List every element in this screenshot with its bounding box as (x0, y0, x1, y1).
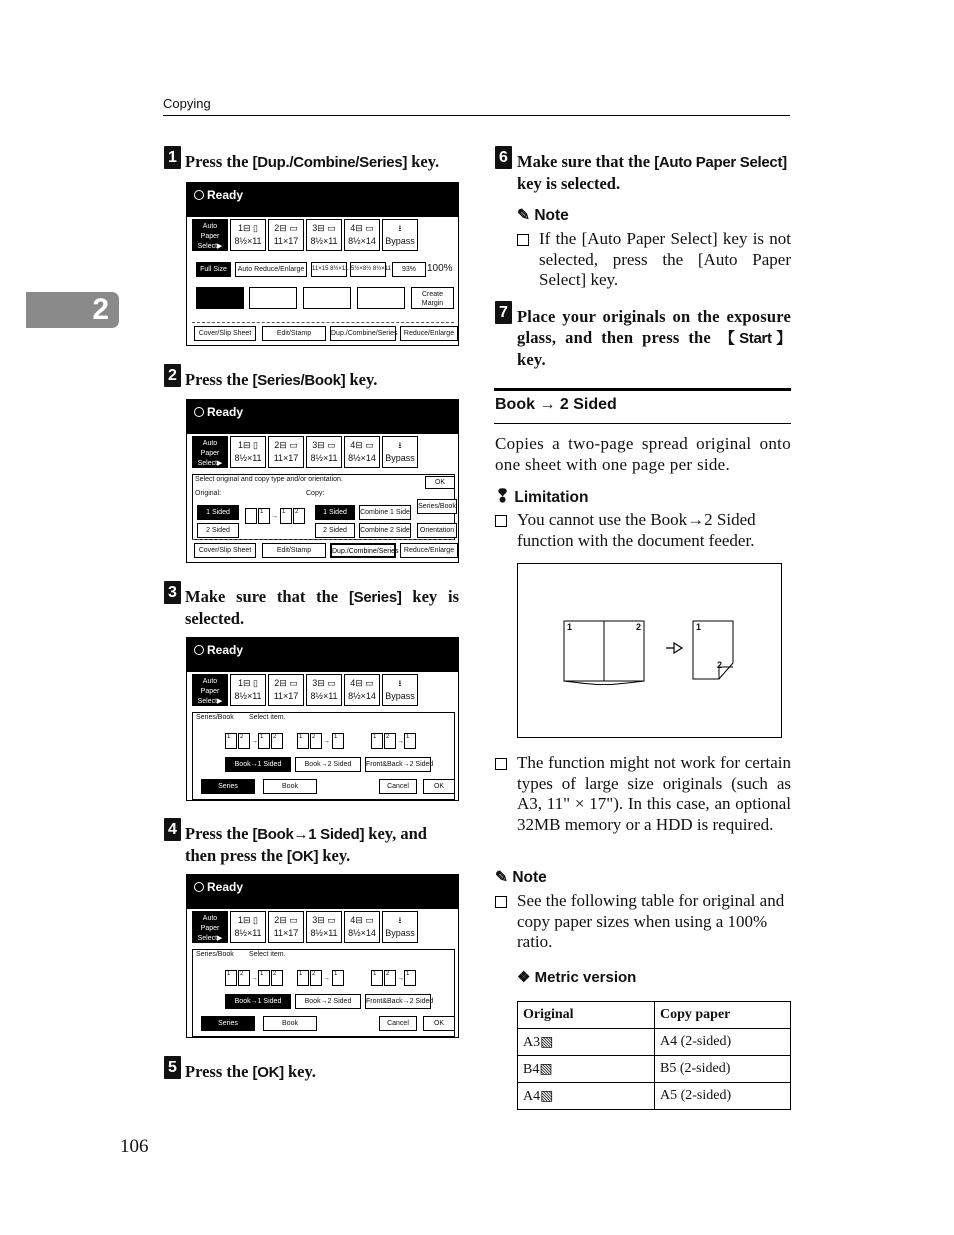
copier-screen-4 (186, 874, 459, 1038)
instruction-text: Select original and copy type and/or orientation. (195, 476, 343, 483)
series-mode-button[interactable] (303, 287, 351, 309)
section-intro: Copies a two-page spread original onto one sheet with one page per side. (495, 434, 791, 474)
paper-tray-row (192, 219, 418, 253)
copier-screen-2 (186, 399, 459, 563)
front-back-diagram: 1 2→1 (371, 733, 417, 749)
paper-size-table (517, 1001, 791, 1110)
note-2: See the following table for original and copy paper sizes when using a 100% ratio. (495, 891, 791, 953)
book-button[interactable]: Book (263, 1016, 317, 1031)
chapter-tab: 2 (26, 292, 119, 328)
copy-label: Copy: (306, 490, 325, 497)
cancel-button[interactable]: Cancel (379, 779, 417, 794)
status-bar: Ready (187, 400, 458, 434)
series-button[interactable]: Series (201, 779, 255, 794)
edit-stamp-tab[interactable]: Edit/Stamp (262, 543, 326, 558)
panel-title: Series/Book (196, 714, 234, 721)
book-1-sided-button[interactable]: Book→1 Sided (225, 994, 291, 1009)
tray-1-button[interactable]: 1⊟ ▯ 8½×11 (230, 674, 266, 706)
tray-1-button[interactable]: 1⊟ ▯ 8½×11 (230, 436, 266, 468)
cover-slip-sheet-tab[interactable]: Cover/Slip Sheet (194, 543, 256, 558)
table-cell: B4▧ (518, 1056, 655, 1083)
select-item-text: Select item. (249, 951, 286, 958)
ready-icon (194, 190, 204, 200)
table-cell: A3▧ (518, 1029, 655, 1056)
ratio-display: 100% (427, 263, 453, 274)
auto-paper-select-button[interactable]: Auto Paper Select▶ (192, 911, 228, 943)
ok-button[interactable]: OK (425, 476, 455, 489)
auto-paper-select-button[interactable]: Auto Paper Select▶ (192, 219, 228, 251)
left-page-number: 1 (567, 622, 573, 632)
pencil-icon: ✎ (495, 869, 508, 886)
metric-heading: ❖ Metric version (517, 969, 637, 986)
checkbox-bullet-icon (517, 234, 529, 246)
tray-3-button[interactable]: 3⊟ ▭ 8½×11 (306, 911, 342, 943)
bypass-button[interactable]: ⭳ Bypass (382, 219, 418, 251)
table-header: Copy paper (655, 1002, 791, 1029)
front-back-diagram: 1 2→1 (371, 970, 417, 986)
book-1-sided-button[interactable]: Book→1 Sided (225, 757, 291, 772)
book-diagram (518, 564, 781, 737)
original-label: Original: (195, 490, 222, 497)
reduce-ratio-2-button[interactable]: 5½×8½ 8½×11 (350, 262, 386, 277)
status-bar: Ready (187, 638, 458, 672)
paper-tray-row (192, 911, 418, 945)
right-page-number: 2 (636, 622, 642, 632)
tray-3-button[interactable]: 3⊟ ▭ 8½×11 (306, 219, 342, 251)
table-header: Original (518, 1002, 655, 1029)
note-1: If the [Auto Paper Select] key is not selected, press the [Auto Paper Select] key. (517, 229, 791, 291)
section-rule-top (494, 388, 791, 391)
copy-back-number: 2 (717, 660, 723, 670)
limitation-1: You cannot use the Book→2 Sided function with the document feeder. (495, 510, 791, 551)
paper-tray-row (192, 436, 418, 470)
tray-3-button[interactable]: 3⊟ ▭ 8½×11 (306, 674, 342, 706)
note-heading-1: ✎ Note (517, 207, 569, 224)
panel-title: Series/Book (196, 951, 234, 958)
cancel-button[interactable]: Cancel (379, 1016, 417, 1031)
section-title: Book → 2 Sided (495, 396, 617, 413)
book-2-sided-button[interactable]: Book→2 Sided (295, 994, 361, 1009)
tray-2-button[interactable]: 2⊟ ▭ 11×17 (268, 674, 304, 706)
note-heading-2: ✎ Note (495, 869, 547, 886)
step-2-text: Press the [Series/Book] key. (185, 370, 378, 389)
step-5-text: Press the [OK] key. (185, 1062, 316, 1081)
bypass-button[interactable]: ⭳ Bypass (382, 436, 418, 468)
dup-combine-series-tab[interactable]: Dup./Combine/Series (330, 543, 396, 558)
header-rule (163, 115, 790, 116)
step-1-text: Press the [Dup./Combine/Series] key. (185, 152, 440, 171)
book-2-sided-button[interactable]: Book→2 Sided (295, 757, 361, 772)
duplex-mode-button[interactable] (196, 287, 244, 309)
function-tab-row (192, 322, 454, 341)
tray-3-button[interactable]: 3⊟ ▭ 8½×11 (306, 436, 342, 468)
bypass-button[interactable]: ⭳ Bypass (382, 674, 418, 706)
function-tab-row (192, 539, 454, 558)
table-cell: A5 (2-sided) (655, 1083, 791, 1110)
ok-button[interactable]: OK (423, 1016, 455, 1031)
ready-icon (194, 882, 204, 892)
auto-paper-select-button[interactable]: Auto Paper Select▶ (192, 674, 228, 706)
create-margin-button[interactable]: Create Margin (411, 287, 454, 309)
table-header-row (518, 1002, 791, 1029)
status-bar: Ready (187, 875, 458, 909)
tray-4-button[interactable]: 4⊟ ▭ 8½×14 (344, 436, 380, 468)
limitation-heading: ❢ Limitation (495, 486, 589, 506)
tray-4-button[interactable]: 4⊟ ▭ 8½×14 (344, 219, 380, 251)
dup-combine-series-tab[interactable]: Dup./Combine/Series (330, 326, 396, 341)
combine-1-side-button[interactable]: Combine 1 Side (359, 505, 411, 520)
checkbox-bullet-icon (495, 758, 507, 770)
auto-reduce-enlarge-button[interactable]: Auto Reduce/Enlarge (235, 262, 307, 277)
book-to-2-sided-illustration (517, 563, 782, 738)
copier-screen-3 (186, 637, 459, 801)
front-back-2-sided-button[interactable]: Front&Back→2 Sided (365, 757, 431, 772)
book-to-page-diagram: 1→ 1 2 (245, 508, 306, 524)
reduce-ratio-1-button[interactable]: 11×15 8½×11 (311, 262, 347, 277)
status-bar: Ready (187, 183, 458, 217)
series-book-panel (192, 712, 455, 800)
book-1-sided-diagram: 1 2→1 2 (225, 733, 284, 749)
tray-2-button[interactable]: 2⊟ ▭ 11×17 (268, 219, 304, 251)
orientation-button[interactable]: Orientation (417, 523, 457, 538)
combine-2-side-button[interactable]: Combine 2 Side (359, 523, 411, 538)
reduce-enlarge-tab[interactable]: Reduce/Enlarge (400, 326, 458, 341)
table-cell: A4 (2-sided) (655, 1029, 791, 1056)
step-number-3: 3 (164, 581, 181, 604)
pencil-icon: ✎ (517, 207, 530, 224)
copier-screen-1 (186, 182, 459, 346)
cover-slip-sheet-tab[interactable]: Cover/Slip Sheet (194, 326, 256, 341)
table-cell: B5 (2-sided) (655, 1056, 791, 1083)
page-number: 106 (120, 1136, 149, 1157)
step-4-text: Press the [Book→1 Sided] key, and then press the [OK] key. (185, 824, 427, 865)
book-2-sided-diagram: 1 2→ 1 (297, 970, 345, 986)
table-row (518, 1029, 791, 1056)
table-row (518, 1083, 791, 1110)
select-item-text: Select item. (249, 714, 286, 721)
step-number-6: 6 (495, 146, 512, 169)
step-7-text: Place your originals on the exposure glass, and then press the 【Start】 key. (517, 307, 792, 369)
tray-1-button[interactable]: 1⊟ ▯ 8½×11 (230, 219, 266, 251)
table-cell: A4▧ (518, 1083, 655, 1110)
table-row (518, 1056, 791, 1083)
copy-1-sided-button[interactable]: 1 Sided (315, 505, 355, 520)
running-header: Copying (163, 96, 211, 111)
combine-mode-button[interactable] (249, 287, 297, 309)
book-button[interactable]: Book (263, 779, 317, 794)
duplex-settings-panel (192, 474, 455, 540)
original-2-sided-button[interactable]: 2 Sided (197, 523, 239, 538)
paper-tray-row (192, 674, 418, 708)
auto-paper-select-button[interactable]: Auto Paper Select▶ (192, 436, 228, 468)
step-number-7: 7 (495, 301, 512, 324)
tray-4-button[interactable]: 4⊟ ▭ 8½×14 (344, 674, 380, 706)
book-2-sided-diagram: 1 2→ 1 (297, 733, 345, 749)
book-1-sided-diagram: 1 2→1 2 (225, 970, 284, 986)
ready-icon (194, 407, 204, 417)
series-book-mode-button[interactable] (357, 287, 405, 309)
function-note: The function might not work for certain types of large size originals (such as A3, 11" × 17"). In this case, an optional 32MB memory or a HDD is required. (495, 753, 791, 835)
copy-front-number: 1 (696, 622, 702, 632)
step-number-4: 4 (164, 818, 181, 841)
bypass-button[interactable]: ⭳ Bypass (382, 911, 418, 943)
series-button[interactable]: Series (201, 1016, 255, 1031)
diamond-bullet-icon: ❖ (517, 969, 531, 986)
ready-icon (194, 645, 204, 655)
tray-2-button[interactable]: 2⊟ ▭ 11×17 (268, 436, 304, 468)
edit-stamp-tab[interactable]: Edit/Stamp (262, 326, 326, 341)
reduce-enlarge-tab[interactable]: Reduce/Enlarge (400, 543, 458, 558)
checkbox-bullet-icon (495, 515, 507, 527)
series-book-panel (192, 949, 455, 1037)
section-rule-bottom (494, 423, 791, 424)
step-number-2: 2 (164, 364, 181, 387)
step-number-5: 5 (164, 1056, 181, 1079)
step-6-text: Make sure that the [Auto Paper Select] key is selected. (517, 152, 787, 193)
ratio-93-button[interactable]: 93% (392, 262, 426, 277)
step-3-text: Make sure that the [Series] key is selected. (185, 587, 459, 628)
tray-2-button[interactable]: 2⊟ ▭ 11×17 (268, 911, 304, 943)
step-number-1: 1 (164, 146, 181, 169)
full-size-button[interactable]: Full Size (196, 262, 231, 277)
original-1-sided-button[interactable]: 1 Sided (197, 505, 239, 520)
ok-button[interactable]: OK (423, 779, 455, 794)
tray-1-button[interactable]: 1⊟ ▯ 8½×11 (230, 911, 266, 943)
checkbox-bullet-icon (495, 896, 507, 908)
exclamation-icon: ❢ (495, 486, 511, 506)
front-back-2-sided-button[interactable]: Front&Back→2 Sided (365, 994, 431, 1009)
copy-2-sided-button[interactable]: 2 Sided (315, 523, 355, 538)
series-book-button[interactable]: Series/Book (417, 499, 457, 514)
tray-4-button[interactable]: 4⊟ ▭ 8½×14 (344, 911, 380, 943)
